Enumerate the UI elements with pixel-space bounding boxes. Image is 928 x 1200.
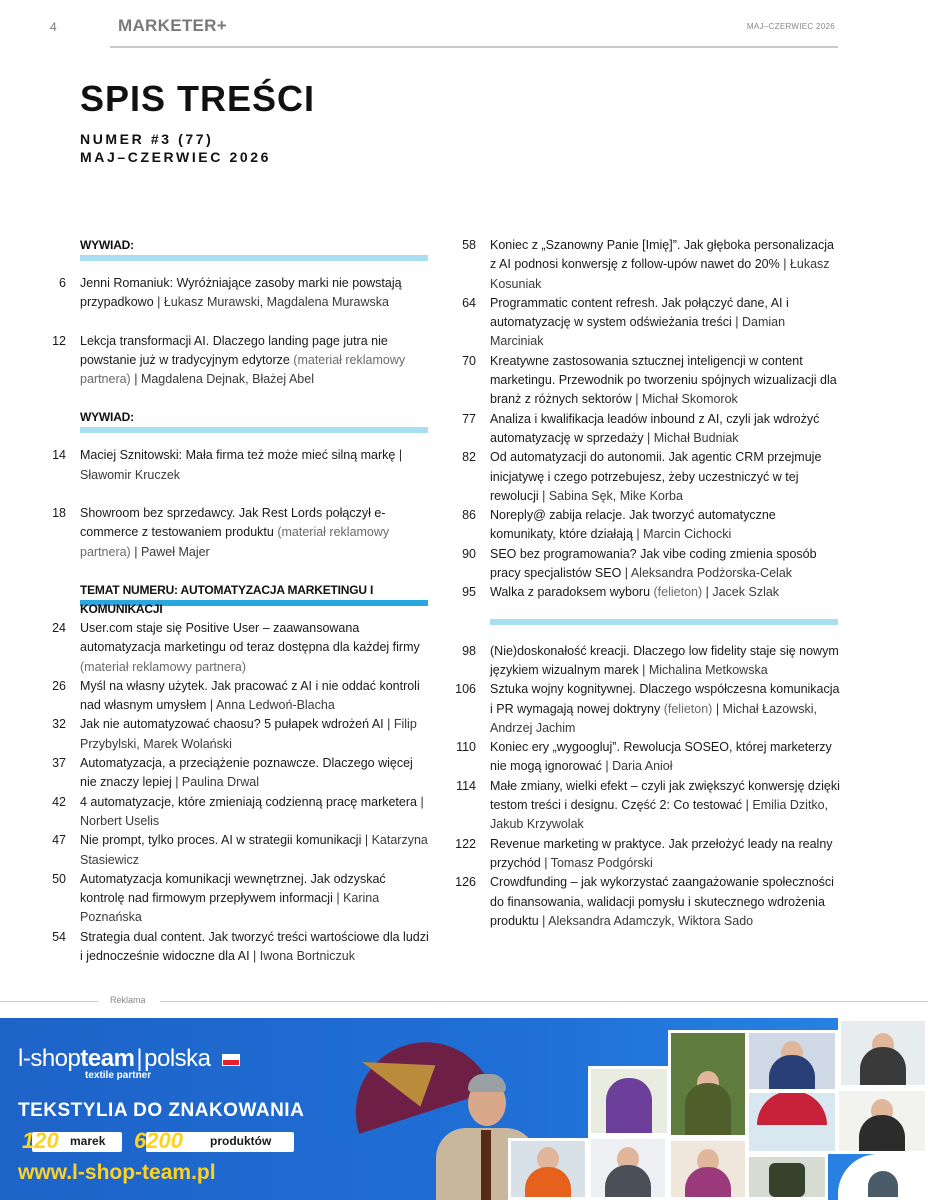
entry-title: 4 automatyzacje, które zmieniają codzienną pracę marketera (80, 794, 417, 809)
entry-title: Jenni Romaniuk: Wyróżniające zasoby marki nie powstają przypadkowo (80, 276, 402, 310)
toc-entry[interactable] (448, 777, 840, 835)
ad-logo-country: polska (144, 1045, 211, 1072)
toc-entry[interactable] (40, 831, 432, 870)
toc-entry[interactable] (448, 642, 840, 681)
stat-brands-number: 120 (22, 1128, 59, 1153)
entry-title: Lekcja transformacji AI. Dlaczego landing page jutra nie powstanie już w tradycyjnym edytorze (80, 333, 388, 367)
entry-authors: Emilia Dzitko, Jakub Krzywolak (490, 798, 829, 832)
entry-authors: Filip Przybylski, Marek Wolański (80, 717, 417, 751)
entry-title: Automatyzacja, a przeciążenie poznawcze. Dlaczego więcej nie znaczy lepiej (80, 756, 413, 790)
entry-authors: Anna Ledwoń-Blacha (215, 698, 335, 713)
entry-authors: Aleksandra Adamczyk, Wiktora Sado (548, 913, 754, 928)
entry-page-number: 114 (456, 778, 476, 793)
entry-authors: Daria Anioł (612, 759, 673, 774)
ad-logo-separator: | (136, 1045, 143, 1072)
entry-separator: | (361, 833, 372, 848)
ad-photo-kids (588, 1066, 670, 1136)
toc-entry[interactable] (448, 352, 840, 410)
entry-title: Strategia dual content. Jak tworzyć treści wartościowe dla ludzi i jednocześnie widoczne dla AI (80, 929, 429, 964)
entry-title: Showroom bez sprzedawcy. Jak Rest Lords połączył e-commerce z testowaniem produktu (80, 506, 386, 540)
toc-right-column (448, 236, 840, 931)
section-divider-bar (80, 255, 428, 261)
entry-page-number: 6 (59, 276, 66, 290)
page-title: SPIS TREŚCI (80, 78, 316, 119)
toc-entry[interactable] (448, 545, 840, 584)
entry-separator: | (702, 585, 713, 600)
entry-separator: | (632, 527, 644, 542)
entry-separator: | (153, 295, 164, 310)
entry-note: (felieton) (653, 585, 703, 600)
ad-photo-corner (838, 1154, 928, 1200)
toc-entry[interactable] (40, 793, 432, 832)
ad-stats (18, 1130, 318, 1154)
entry-title: Nie prompt, tylko proces. AI w strategii komunikacji (80, 833, 362, 848)
ad-photo-jacket (508, 1138, 588, 1200)
entry-page-number: 12 (52, 333, 66, 348)
ad-photo-apron (836, 1088, 928, 1154)
entry-authors: Michalina Metkowska (648, 662, 768, 677)
ad-banner[interactable] (0, 1018, 928, 1200)
entry-page-number: 126 (455, 875, 476, 890)
entry-separator: | (538, 488, 549, 503)
entry-authors: Łukasz Murawski, Magdalena Murawska (163, 295, 389, 310)
toc-entry[interactable] (448, 680, 840, 738)
toc-entry[interactable] (40, 619, 432, 677)
ad-url-link[interactable]: www.l-shop-team.pl (18, 1161, 216, 1184)
entry-page-number: 64 (462, 295, 476, 310)
entry-page-number: 77 (462, 411, 476, 426)
entry-page-number: 50 (52, 871, 66, 886)
header-divider (110, 46, 838, 48)
entry-page-number: 42 (52, 794, 66, 809)
entry-title: Crowdfunding – jak wykorzystać zaangażowanie społeczności do finansowania, walidacji pomysłu i skutecznego wdrożenia produktu (490, 875, 834, 928)
page-number: 4 (50, 20, 57, 34)
entry-authors: Michał Łazowski, Andrzej Jachim (490, 701, 818, 735)
toc-entry[interactable] (40, 677, 432, 716)
entry-authors: Aleksandra Podżorska-Celak (630, 566, 793, 581)
entry-authors: Karina Poznańska (80, 891, 380, 925)
section-divider-bar (490, 619, 838, 625)
entry-authors: Sławomir Kruczek (80, 467, 181, 482)
toc-entry[interactable] (448, 835, 840, 874)
entry-separator: | (621, 566, 631, 581)
toc-entry[interactable] (40, 928, 432, 967)
entry-page-number: 26 (52, 678, 66, 693)
toc-entry[interactable] (448, 448, 840, 506)
entry-separator: | (416, 794, 424, 809)
entry-title: Automatyzacja komunikacji wewnętrznej. Jak odzyskać kontrolę nad firmowym przepływem informacji (80, 871, 386, 906)
entry-separator: | (712, 701, 723, 716)
entry-authors: Paweł Majer (140, 544, 210, 559)
toc-entry[interactable] (448, 294, 840, 352)
entry-note: (materiał reklamowy partnera) (80, 525, 390, 559)
entry-title: Sztuka wojny kognitywnej. Dlaczego współczesna komunikacja i PR wymagają nowej doktryny (490, 682, 840, 716)
ad-photo-team (588, 1136, 668, 1200)
header-issue-date: MAJ–CZERWIEC 2026 (746, 22, 835, 31)
entry-authors: Jacek Szlak (712, 585, 780, 600)
entry-authors: Paulina Drwal (181, 775, 260, 790)
entry-separator: | (779, 257, 790, 272)
entry-separator: | (742, 798, 753, 813)
entry-title: Noreply@ zabija relacje. Jak tworzyć automatyczne komunikaty, które działają (490, 508, 776, 542)
ad-photo-polo (746, 1030, 838, 1092)
entry-title: Programmatic content refresh. Jak połączyć dane, AI i automatyzację w system odświeżania treści (490, 295, 789, 330)
toc-entry[interactable] (40, 870, 432, 928)
section-heading: WYWIAD: (80, 238, 134, 252)
entry-page-number: 18 (52, 506, 66, 521)
entry-authors: Michał Budniak (653, 430, 739, 445)
entry-separator: | (731, 315, 742, 330)
entry-page-number: 98 (462, 643, 476, 658)
entry-page-number: 14 (52, 448, 66, 463)
entry-authors: Sabina Sęk, Mike Korba (548, 488, 683, 503)
ad-partner-tagline: textile partner (85, 1070, 152, 1081)
brand-logo: MARKETER+ (118, 16, 227, 35)
toc-entry[interactable] (40, 332, 432, 390)
section-heading: TEMAT NUMERU: AUTOMATYZACJA MARKETINGU I KOMUNIKACJI (80, 582, 374, 616)
entry-separator: | (638, 662, 649, 677)
entry-authors: Iwona Bortniczuk (259, 949, 355, 964)
issue-number: NUMER #3 (77) (80, 131, 214, 147)
toc-entry[interactable] (448, 506, 840, 545)
ad-photo-bag (746, 1154, 828, 1200)
entry-separator: | (130, 372, 141, 387)
entry-separator: | (130, 544, 141, 559)
entry-separator: | (395, 448, 403, 463)
entry-authors: Marcin Cichocki (643, 527, 732, 542)
issue-months: MAJ–CZERWIEC 2026 (80, 149, 271, 165)
entry-title: (Nie)doskonałość kreacji. Dlaczego low fidelity staje się nowym językiem wizualnym marek (490, 643, 839, 677)
entry-title: Małe zmiany, wielki efekt – czyli jak zwiększyć konwersję dzięki testom treści i designu. Część 2: Co testować (490, 778, 840, 813)
polish-flag-icon (222, 1054, 240, 1066)
ad-logo-shop: l-shop (18, 1045, 81, 1072)
entry-title: Walka z paradoksem wyboru (490, 585, 651, 600)
entry-title: Jak nie automatyzować chaosu? 5 pułapek wdrożeń AI (80, 717, 384, 732)
toc-entry[interactable] (448, 738, 840, 777)
entry-title: Revenue marketing w praktyce. Jak przełożyć leady na realny przychód (490, 836, 833, 870)
entry-title: User.com staje się Positive User – zaawansowana automatyzacja marketingu od teraz dostępna dla każdej firmy (80, 620, 420, 655)
entry-title: Koniec z „Szanowny Panie [Imię]”. Jak głęboka personalizacja z AI podnosi konwersję z follow-upów nawet do 20% (490, 238, 834, 272)
toc-left-column (40, 236, 432, 966)
entry-page-number: 86 (462, 508, 476, 523)
entry-title: Kreatywne zastosowania sztucznej inteligencji w content marketingu. Przewodnik po tworzeniu spójnych wizualizacji dla branż z różnych sektorów (490, 353, 837, 407)
entry-separator: | (538, 913, 549, 928)
entry-separator: | (332, 891, 344, 906)
ad-headline: TEKSTYLIA DO ZNAKOWANIA (18, 1100, 305, 1121)
entry-separator: | (383, 717, 394, 732)
stat-brands-word: marek (70, 1134, 106, 1148)
toc-entry[interactable] (40, 504, 432, 562)
entry-page-number: 37 (52, 756, 66, 771)
entry-page-number: 110 (456, 740, 476, 755)
running-header (0, 0, 928, 50)
entry-separator: | (171, 775, 182, 790)
toc-entry[interactable] (448, 410, 840, 449)
toc-entry[interactable] (40, 715, 432, 754)
entry-page-number: 106 (455, 682, 476, 697)
toc-entry[interactable] (448, 873, 840, 931)
entry-authors: Norbert Uselis (80, 813, 160, 828)
entry-note: (materiał reklamowy partnera) (80, 659, 247, 674)
entry-authors: Michał Skomorok (641, 392, 738, 407)
ad-rule-left (0, 1001, 98, 1002)
speaker-figure-hair (468, 1074, 506, 1092)
entry-title: Od automatyzacji do autonomii. Jak agentic CRM przejmuje inicjatywę i czego potrzebujesz, żeby uczestniczyć w tej rewolucji (490, 450, 822, 503)
entry-separator: | (643, 430, 654, 445)
entry-note: (materiał reklamowy partnera) (80, 352, 406, 387)
ad-photo-kitchen (668, 1138, 748, 1200)
ad-rule-right (160, 1001, 928, 1002)
entry-title: Myśl na własny użytek. Jak pracować z AI i nie oddać kontroli nad własnym umysłem (80, 678, 420, 713)
section-divider-bar (80, 427, 428, 433)
entry-separator: | (601, 759, 613, 774)
entry-page-number: 47 (52, 833, 66, 848)
stat-products-number: 6200 (134, 1128, 183, 1153)
entry-separator: | (631, 392, 642, 407)
ad-photo-umbrella (746, 1090, 838, 1154)
entry-authors: Tomasz Podgórski (550, 855, 653, 870)
ad-label: Reklama (110, 995, 146, 1005)
entry-authors: Magdalena Dejnak, Błażej Abel (140, 372, 314, 387)
stat-products-word: produktów (210, 1134, 272, 1148)
entry-title: Koniec ery „wygoogluj”. Rewolucja SOSEO, której marketerzy nie mogą ignorować (490, 740, 832, 774)
entry-authors: Łukasz Kosuniak (490, 257, 830, 291)
section-heading: WYWIAD: (80, 410, 134, 425)
entry-page-number: 24 (52, 620, 66, 635)
entry-page-number: 32 (52, 717, 66, 732)
entry-page-number: 54 (52, 929, 66, 944)
entry-title: SEO bez programowania? Jak vibe coding zmienia sposób pracy specjalistów SEO (490, 546, 817, 581)
entry-page-number: 70 (462, 353, 476, 368)
ad-label-row (0, 995, 928, 1009)
entry-note: (felieton) (663, 701, 713, 716)
ad-logo-team: team (80, 1045, 135, 1072)
entry-page-number: 90 (462, 546, 476, 561)
ad-photo-man (838, 1018, 928, 1088)
entry-page-number: 82 (462, 450, 476, 465)
entry-separator: | (249, 949, 260, 964)
toc-entry[interactable] (40, 274, 432, 313)
toc-entry[interactable] (448, 236, 840, 294)
ad-logo (18, 1045, 211, 1073)
toc-entry[interactable] (40, 446, 432, 485)
entry-authors: Katarzyna Stasiewicz (80, 833, 428, 867)
speaker-figure-tie (481, 1130, 491, 1200)
entry-title: Maciej Sznitowski: Mała firma też może mieć silną markę (80, 448, 396, 463)
toc-entry[interactable] (448, 583, 840, 602)
entry-page-number: 95 (462, 585, 476, 600)
ad-photo-worker (668, 1030, 748, 1138)
entry-separator: | (540, 855, 551, 870)
entry-page-number: 58 (462, 238, 476, 252)
entry-title: Analiza i kwalifikacja leadów inbound z AI, czyli jak wdrożyć automatyzację w sprzedaży (490, 411, 820, 445)
entry-separator: | (206, 698, 216, 713)
toc-entry[interactable] (40, 754, 432, 793)
entry-page-number: 122 (455, 836, 476, 851)
entry-authors: Damian Marciniak (490, 315, 786, 349)
